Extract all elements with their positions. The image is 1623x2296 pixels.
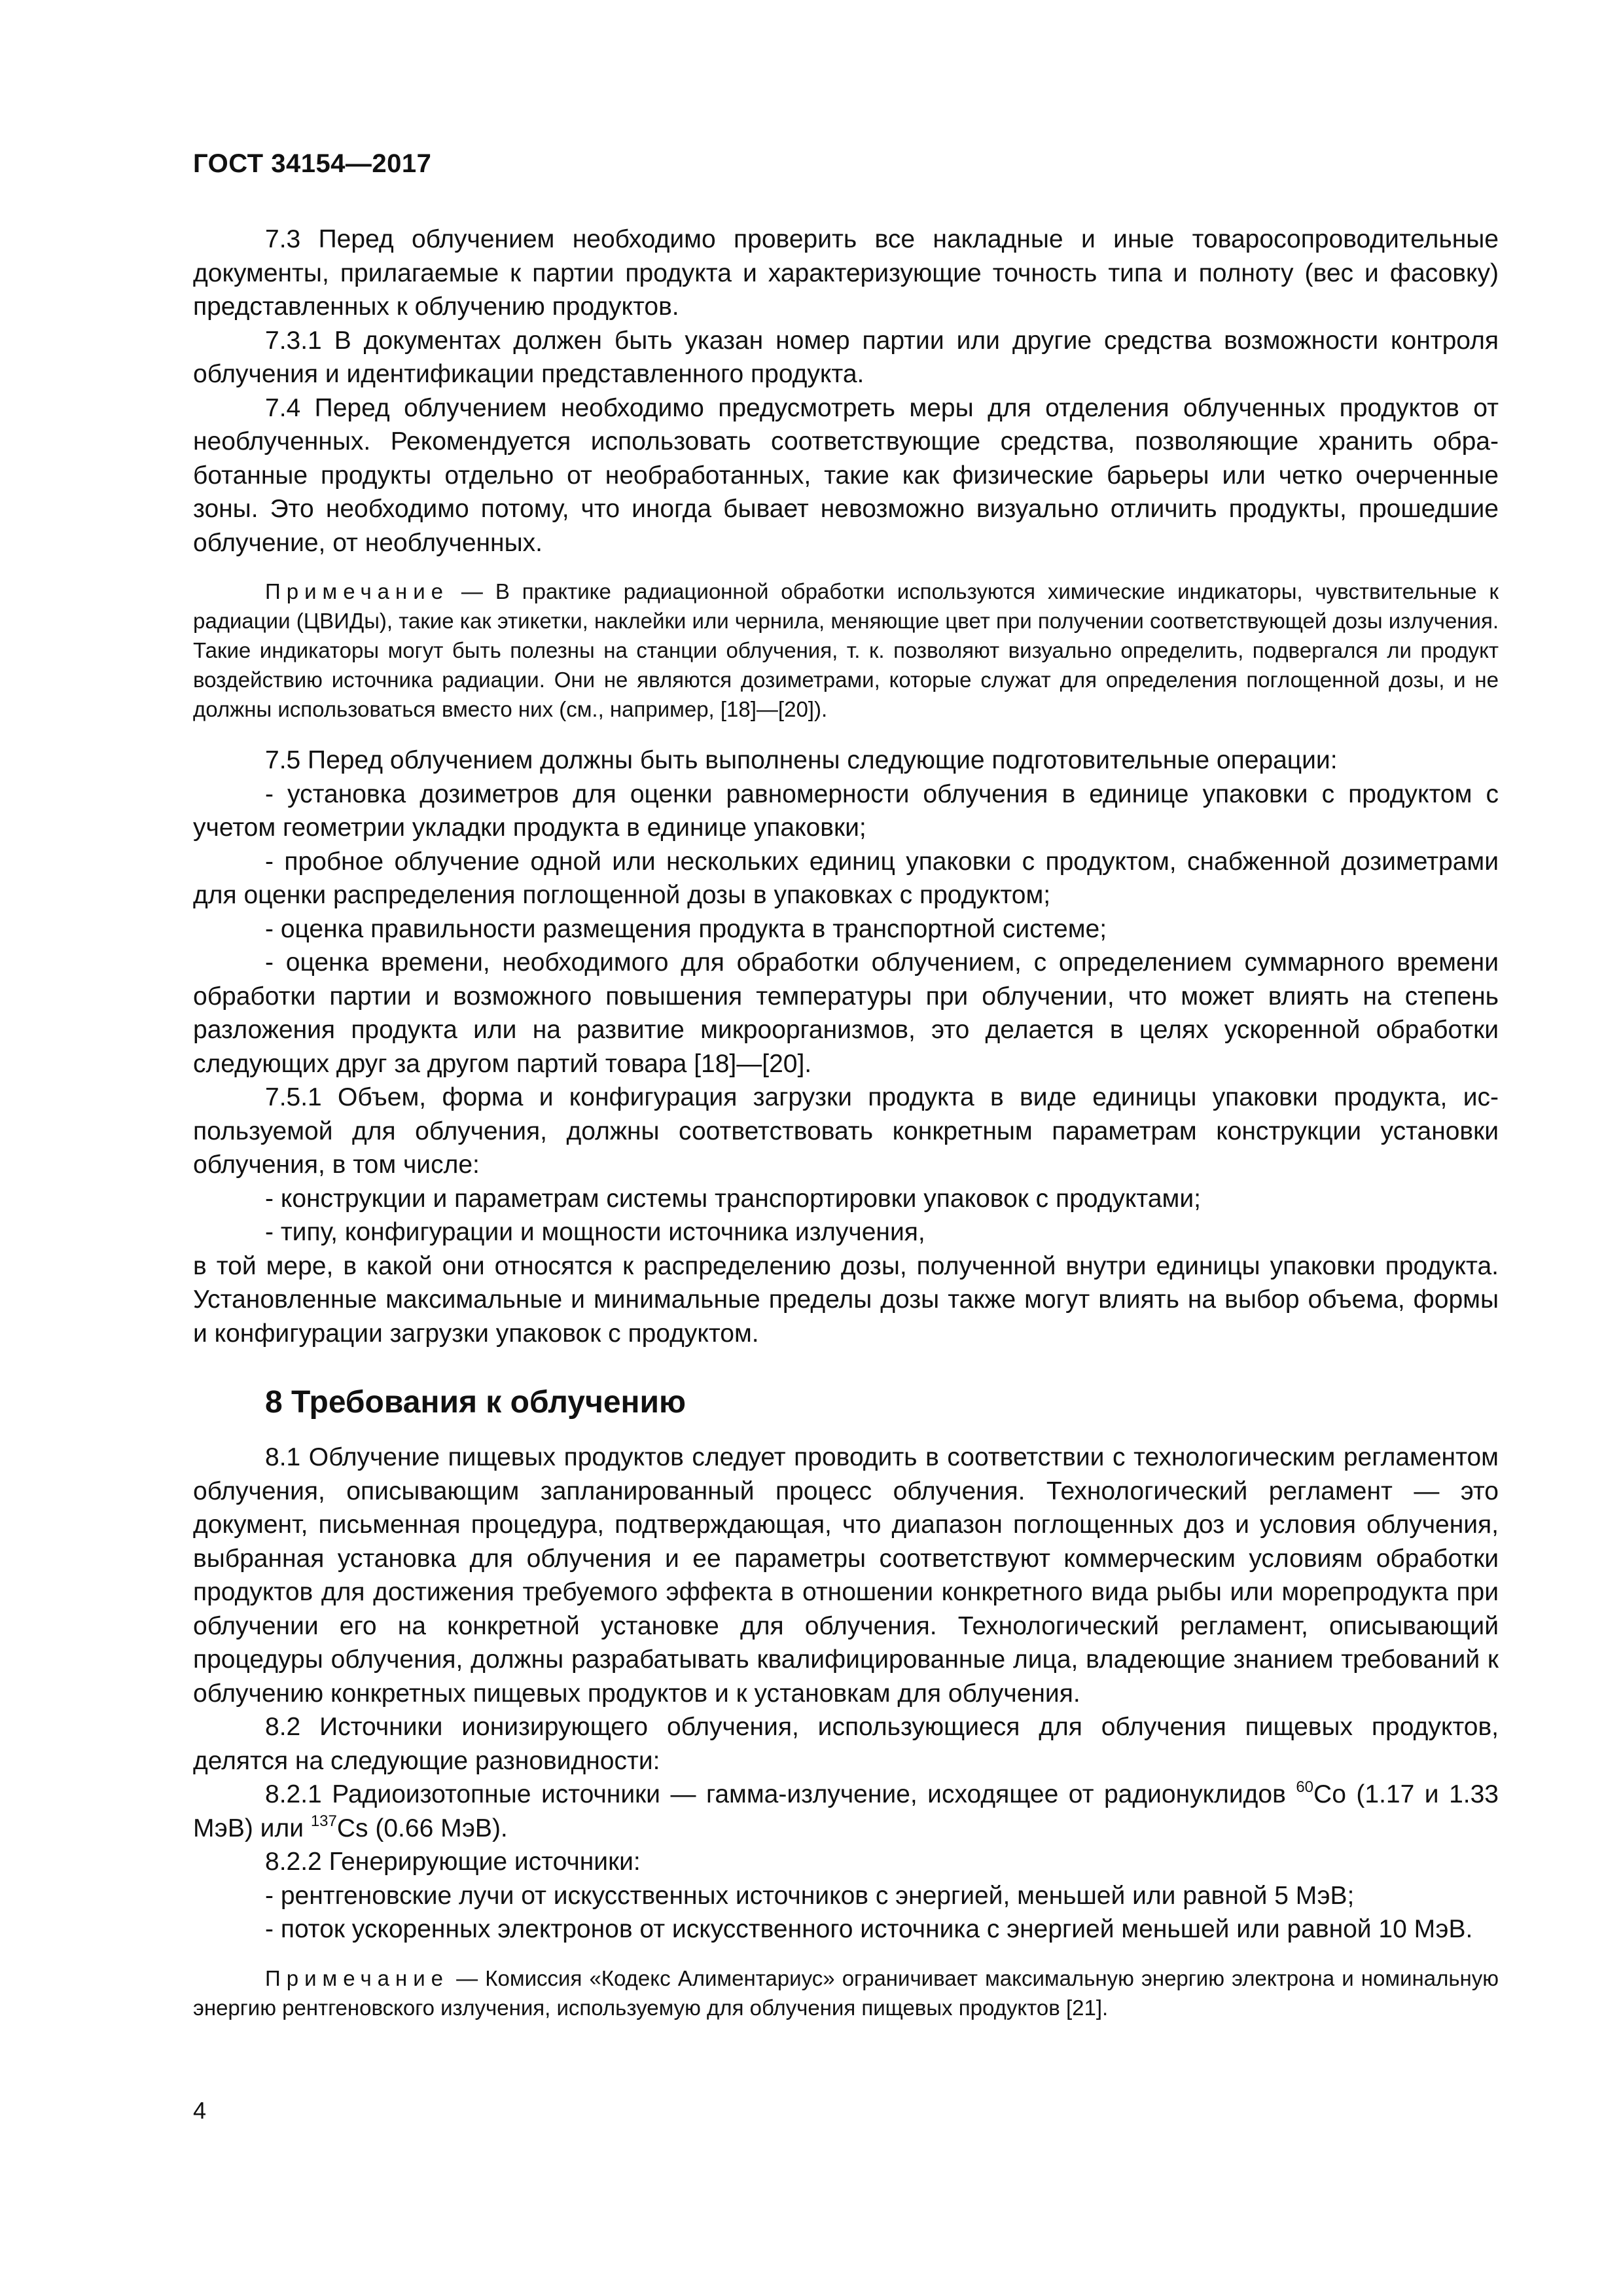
list-item-source-type: - типу, конфигурации и мощности источника излучения, bbox=[265, 1218, 925, 1246]
paragraph-8-1: 8.1 Облучение пищевых продуктов следует проводить в соответствии с технологическим регламентом облучения, описывающим запланированный процесс облучения. Технологический регламент — это документ, письменная процедура, подтверждающая, что диапазон поглощенных доз и условия облучения, выбранная установка для облучения и ее параметры соответствуют коммерческим условиям обработки продуктов для достижения требуемого эффекта в отношении конкретного вида рыбы или морепродукта при облучении его на конкретной установке для облучения. Технологический регламент, описывающий процедуры облучения, должны разрабатывать квалифицированные лица, владеющие знанием требований к облучению конкретных пищевых продуктов и к установкам для облучения. bbox=[193, 1443, 1499, 1708]
paragraph-7-4: 7.4 Перед облучением необходимо предусмотреть меры для отделения облученных продуктов от необлученных. Рекомендуется использовать соответствующие средства, позволяющие хранить обработанные продукты отдельно от необработанных, такие как физические барьеры или четко очерченные зоны. Это необходимо потому, что иногда бывает невозможно визуально отличить продукты, прошедшие облучение, от необлученных. bbox=[193, 393, 1499, 557]
note-1-label: Примечание bbox=[265, 579, 450, 603]
paragraph-7-3: 7.3 Перед облучением необходимо проверить все накладные и иные товаросопроводительные документы, прилагаемые к партии продукта и характеризующие точность типа и полноту (вес и фасовку) представленных к облучению продуктов. bbox=[193, 225, 1499, 321]
paragraph-7-5: 7.5 Перед облучением должны быть выполнены следующие подготовительные операции: bbox=[265, 746, 1338, 774]
list-item-transport-system: - конструкции и параметрам системы транспортировки упаковок с продуктами; bbox=[265, 1184, 1201, 1213]
list-item-time-estimation: - оценка времени, необходимого для обработки облучением, с определением суммарного времени обработки партии и возможного повышения температуры при облучении, что может влиять на степень разложения продукта или на развитие микроорганизмов, это делается в целях ускоренной обработки следующих друг за другом партий товара [18]—[20]. bbox=[193, 948, 1499, 1078]
document-header: ГОСТ 34154—2017 bbox=[193, 149, 432, 178]
paragraph-8-2-1: 8.2.1 Радиоизотопные источники — гамма-излучение, исходящее от радионуклидов $^{60}$Co (1.17 и 1.33 МэВ) или $^{137}$Cs (0.66 МэВ). bbox=[193, 1778, 1499, 1842]
list-item-electron-beam: - поток ускоренных электронов от искусственного источника с энергией меньшей или равной 10 МэВ. bbox=[265, 1915, 1473, 1943]
note-1-text: — В практике радиационной обработки используются химические индикаторы, чувствительные к радиации (ЦВИДы), такие как этикетки, наклейки или чернила, меняющие цвет при получении соответствующей дозы излучения. Такие индикаторы могут быть полезны на станции облучения, т. к. позволяют визуально определить, подвергался ли продукт воздействию источника радиации. Они не являются дозиметрами, которые служат для определения поглощенной дозы, и не должны использоваться вместо них (см., например, [18]—[20]). bbox=[193, 579, 1499, 721]
superscript-60: 60 bbox=[1296, 1778, 1314, 1796]
note-2-label: Примечание bbox=[265, 1965, 450, 1990]
list-item-dosimeters: - установка дозиметров для оценки равномерности облучения в единице упаковки с продуктом с учетом геометрии укладки продукта в единице упаковки; bbox=[193, 780, 1499, 842]
page-number: 4 bbox=[193, 2097, 207, 2124]
paragraph-7-5-1: 7.5.1 Объем, форма и конфигурация загрузки продукта в виде единицы упаковки продукта, используемой для облучения, должны соответствовать конкретным параметрам конструкции установки облучения, в том числе: bbox=[193, 1083, 1499, 1179]
section-heading-8: 8 Требования к облучению bbox=[265, 1385, 687, 1420]
note-2 bbox=[193, 1964, 1499, 2022]
list-item-placement: - оценка правильности размещения продукта в транспортной системе; bbox=[265, 914, 1107, 943]
page-content bbox=[193, 223, 1499, 2022]
note-1 bbox=[193, 577, 1499, 724]
paragraph-8-2-2: 8.2.2 Генерирующие источники: bbox=[265, 1848, 641, 1876]
paragraph-continuation: в той мере, в какой они относятся к распределению дозы, полученной внутри единицы упаковки продукта. Установленные максимальные и минимальные пределы дозы также могут влиять на выбор объема, формы и конфигурации загрузки упаковок с продуктом. bbox=[193, 1251, 1499, 1348]
superscript-137: 137 bbox=[310, 1812, 337, 1830]
list-item-trial-irradiation: - пробное облучение одной или нескольких единиц упаковки с продуктом, снабженной дозиметрами для оценки распределения поглощенной дозы в упаковках с продуктом; bbox=[193, 847, 1499, 909]
paragraph-7-3-1: 7.3.1 В документах должен быть указан номер партии или другие средства возможности контроля облучения и идентификации представленного продукта. bbox=[193, 326, 1499, 388]
list-item-x-rays: - рентгеновские лучи от искусственных источников с энергией, меньшей или равной 5 МэВ; bbox=[265, 1881, 1355, 1910]
note-2-text: — Комиссия «Кодекс Алиментариус» ограничивает максимальную энергию электрона и номинальную энергию рентгеновского излучения, используемую для облучения пищевых продуктов [21]. bbox=[193, 1965, 1499, 2020]
paragraph-8-2: 8.2 Источники ионизирующего облучения, использующиеся для облучения пищевых продуктов, делятся на следующие разновидности: bbox=[193, 1713, 1499, 1775]
